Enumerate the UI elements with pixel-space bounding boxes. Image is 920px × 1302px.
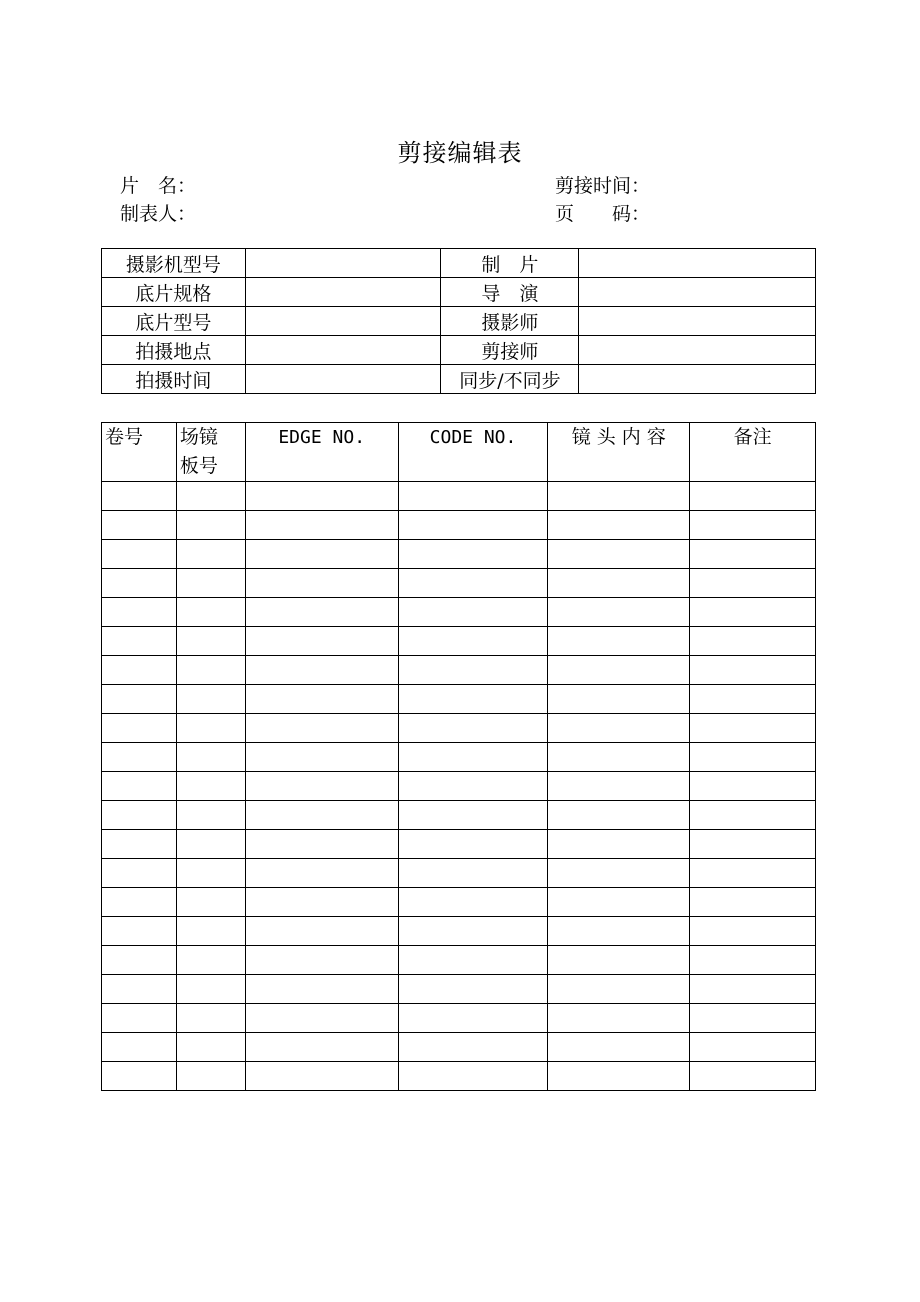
cell-scene[interactable] (176, 975, 245, 1004)
cell-edge-no[interactable] (245, 656, 398, 685)
info-value-field[interactable] (579, 365, 816, 394)
cell-shot-content[interactable] (548, 656, 690, 685)
cell-code-no[interactable] (398, 714, 548, 743)
cell-edge-no[interactable] (245, 627, 398, 656)
cell-edge-no[interactable] (245, 1004, 398, 1033)
table-row (102, 975, 816, 1004)
cell-scene[interactable] (176, 801, 245, 830)
cell-shot-content[interactable] (548, 888, 690, 917)
cell-reel[interactable] (102, 946, 177, 975)
info-label: 拍摄时间 (102, 365, 246, 394)
cell-reel[interactable] (102, 1062, 177, 1091)
cell-reel[interactable] (102, 830, 177, 859)
cell-shot-content[interactable] (548, 482, 690, 511)
cell-scene[interactable] (176, 598, 245, 627)
cell-shot-content[interactable] (548, 1062, 690, 1091)
cell-code-no[interactable] (398, 1062, 548, 1091)
info-row (102, 365, 816, 394)
page-title: 剪接编辑表 (397, 139, 523, 167)
cell-scene[interactable] (176, 888, 245, 917)
cell-edge-no[interactable] (245, 540, 398, 569)
info-label: 底片规格 (102, 278, 246, 307)
cell-shot-content[interactable] (548, 714, 690, 743)
cell-remarks[interactable] (690, 917, 816, 946)
cell-reel[interactable] (102, 627, 177, 656)
info-label: 底片型号 (102, 307, 246, 336)
table-row (102, 946, 816, 975)
cell-shot-content[interactable] (548, 859, 690, 888)
info-row (102, 307, 816, 336)
table-row (102, 627, 816, 656)
cell-edge-no[interactable] (245, 482, 398, 511)
maker-label: 制表人： (120, 203, 197, 225)
cell-shot-content[interactable] (548, 975, 690, 1004)
cell-code-no[interactable] (398, 888, 548, 917)
table-row (102, 859, 816, 888)
cell-edge-no[interactable] (245, 1062, 398, 1091)
cell-scene[interactable] (176, 1062, 245, 1091)
cell-scene[interactable] (176, 917, 245, 946)
table-row (102, 772, 816, 801)
info-row (102, 278, 816, 307)
header-shot-content: 镜 头 内 容 (548, 423, 690, 482)
cell-reel[interactable] (102, 859, 177, 888)
cell-reel[interactable] (102, 743, 177, 772)
info-label: 导 演 (441, 278, 579, 307)
cell-code-no[interactable] (398, 1004, 548, 1033)
cell-code-no[interactable] (398, 569, 548, 598)
cell-code-no[interactable] (398, 975, 548, 1004)
cell-code-no[interactable] (398, 772, 548, 801)
cell-code-no[interactable] (398, 627, 548, 656)
cell-edge-no[interactable] (245, 511, 398, 540)
cell-remarks[interactable] (690, 1033, 816, 1062)
table-row (102, 1062, 816, 1091)
cell-code-no[interactable] (398, 598, 548, 627)
table-row (102, 656, 816, 685)
cell-remarks[interactable] (690, 482, 816, 511)
cell-remarks[interactable] (690, 540, 816, 569)
cell-reel[interactable] (102, 598, 177, 627)
cell-remarks[interactable] (690, 888, 816, 917)
cut-time-label: 剪接时间： (555, 175, 651, 197)
cell-remarks[interactable] (690, 801, 816, 830)
cell-shot-content[interactable] (548, 772, 690, 801)
cell-reel[interactable] (102, 714, 177, 743)
info-row (102, 336, 816, 365)
cell-scene[interactable] (176, 772, 245, 801)
info-value-field[interactable] (579, 249, 816, 278)
cell-edge-no[interactable] (245, 975, 398, 1004)
cell-edge-no[interactable] (245, 888, 398, 917)
film-name-label: 片 名： (120, 175, 197, 197)
table-row (102, 685, 816, 714)
cell-shot-content[interactable] (548, 743, 690, 772)
cell-shot-content[interactable] (548, 511, 690, 540)
cell-reel[interactable] (102, 975, 177, 1004)
cell-shot-content[interactable] (548, 627, 690, 656)
cell-code-no[interactable] (398, 511, 548, 540)
cell-edge-no[interactable] (245, 685, 398, 714)
table-row (102, 888, 816, 917)
info-label: 同步/不同步 (441, 365, 579, 394)
info-value-field[interactable] (245, 365, 441, 394)
cell-shot-content[interactable] (548, 685, 690, 714)
info-label: 剪接师 (441, 336, 579, 365)
edit-log-body (102, 482, 816, 1091)
info-label: 摄影师 (441, 307, 579, 336)
production-info-table (101, 248, 816, 394)
cell-scene[interactable] (176, 511, 245, 540)
table-row (102, 917, 816, 946)
header-remarks: 备注 (690, 423, 816, 482)
cell-remarks[interactable] (690, 714, 816, 743)
cell-reel[interactable] (102, 656, 177, 685)
cell-scene[interactable] (176, 1004, 245, 1033)
cell-shot-content[interactable] (548, 830, 690, 859)
table-row (102, 830, 816, 859)
table-row (102, 482, 816, 511)
cell-reel[interactable] (102, 569, 177, 598)
cell-edge-no[interactable] (245, 1033, 398, 1062)
info-value-field[interactable] (245, 307, 441, 336)
cell-remarks[interactable] (690, 656, 816, 685)
cell-scene[interactable] (176, 656, 245, 685)
cell-reel[interactable] (102, 1004, 177, 1033)
cell-remarks[interactable] (690, 627, 816, 656)
cell-scene[interactable] (176, 1033, 245, 1062)
cell-code-no[interactable] (398, 859, 548, 888)
header-reel: 卷号 (102, 423, 177, 482)
cell-reel[interactable] (102, 801, 177, 830)
cell-shot-content[interactable] (548, 540, 690, 569)
cell-code-no[interactable] (398, 656, 548, 685)
cell-edge-no[interactable] (245, 859, 398, 888)
cell-shot-content[interactable] (548, 598, 690, 627)
table-row (102, 743, 816, 772)
cell-reel[interactable] (102, 888, 177, 917)
cell-remarks[interactable] (690, 830, 816, 859)
cell-edge-no[interactable] (245, 569, 398, 598)
info-value-field[interactable] (245, 336, 441, 365)
cell-shot-content[interactable] (548, 1004, 690, 1033)
info-value-field[interactable] (579, 307, 816, 336)
cell-code-no[interactable] (398, 830, 548, 859)
table-row (102, 801, 816, 830)
info-label: 制 片 (441, 249, 579, 278)
table-header-row (102, 423, 816, 482)
cell-edge-no[interactable] (245, 830, 398, 859)
cell-reel[interactable] (102, 917, 177, 946)
cell-remarks[interactable] (690, 598, 816, 627)
cell-remarks[interactable] (690, 975, 816, 1004)
cell-reel[interactable] (102, 511, 177, 540)
cell-reel[interactable] (102, 685, 177, 714)
edit-log-table (101, 422, 816, 1091)
info-label: 摄影机型号 (102, 249, 246, 278)
cell-scene[interactable] (176, 714, 245, 743)
header-scene (176, 423, 245, 482)
cell-shot-content[interactable] (548, 917, 690, 946)
cell-shot-content[interactable] (548, 801, 690, 830)
cell-code-no[interactable] (398, 917, 548, 946)
cell-scene[interactable] (176, 540, 245, 569)
cell-reel[interactable] (102, 482, 177, 511)
cell-scene[interactable] (176, 859, 245, 888)
cell-code-no[interactable] (398, 743, 548, 772)
info-value-field[interactable] (579, 278, 816, 307)
cell-code-no[interactable] (398, 1033, 548, 1062)
cell-remarks[interactable] (690, 859, 816, 888)
cell-scene[interactable] (176, 627, 245, 656)
cell-reel[interactable] (102, 772, 177, 801)
cell-scene[interactable] (176, 569, 245, 598)
cell-code-no[interactable] (398, 801, 548, 830)
cell-edge-no[interactable] (245, 801, 398, 830)
info-row (102, 249, 816, 278)
header-scene-line2: 板号 (179, 455, 218, 477)
table-row (102, 511, 816, 540)
cell-shot-content[interactable] (548, 1033, 690, 1062)
cell-remarks[interactable] (690, 685, 816, 714)
table-row (102, 569, 816, 598)
table-row (102, 1033, 816, 1062)
cell-remarks[interactable] (690, 1004, 816, 1033)
cell-code-no[interactable] (398, 685, 548, 714)
cell-scene[interactable] (176, 830, 245, 859)
table-row (102, 1004, 816, 1033)
cell-shot-content[interactable] (548, 946, 690, 975)
info-value-field[interactable] (245, 249, 441, 278)
cell-remarks[interactable] (690, 772, 816, 801)
cell-edge-no[interactable] (245, 598, 398, 627)
table-row (102, 598, 816, 627)
header-scene-line1: 场镜 (179, 426, 218, 448)
cell-edge-no[interactable] (245, 917, 398, 946)
cell-scene[interactable] (176, 482, 245, 511)
cell-edge-no[interactable] (245, 772, 398, 801)
cell-code-no[interactable] (398, 482, 548, 511)
info-label: 拍摄地点 (102, 336, 246, 365)
cell-remarks[interactable] (690, 946, 816, 975)
cell-reel[interactable] (102, 1033, 177, 1062)
cell-remarks[interactable] (690, 743, 816, 772)
header-edge-no: EDGE NO. (245, 423, 398, 482)
cell-edge-no[interactable] (245, 946, 398, 975)
cell-remarks[interactable] (690, 1062, 816, 1091)
info-value-field[interactable] (245, 278, 441, 307)
cell-shot-content[interactable] (548, 569, 690, 598)
info-value-field[interactable] (579, 336, 816, 365)
cell-edge-no[interactable] (245, 714, 398, 743)
cell-remarks[interactable] (690, 511, 816, 540)
header-code-no: CODE NO. (398, 423, 548, 482)
cell-edge-no[interactable] (245, 743, 398, 772)
table-row (102, 714, 816, 743)
page-number-label: 页 码： (555, 203, 651, 225)
cell-reel[interactable] (102, 540, 177, 569)
cell-code-no[interactable] (398, 540, 548, 569)
cell-code-no[interactable] (398, 946, 548, 975)
cell-remarks[interactable] (690, 569, 816, 598)
cell-scene[interactable] (176, 946, 245, 975)
table-row (102, 540, 816, 569)
cell-scene[interactable] (176, 685, 245, 714)
cell-scene[interactable] (176, 743, 245, 772)
